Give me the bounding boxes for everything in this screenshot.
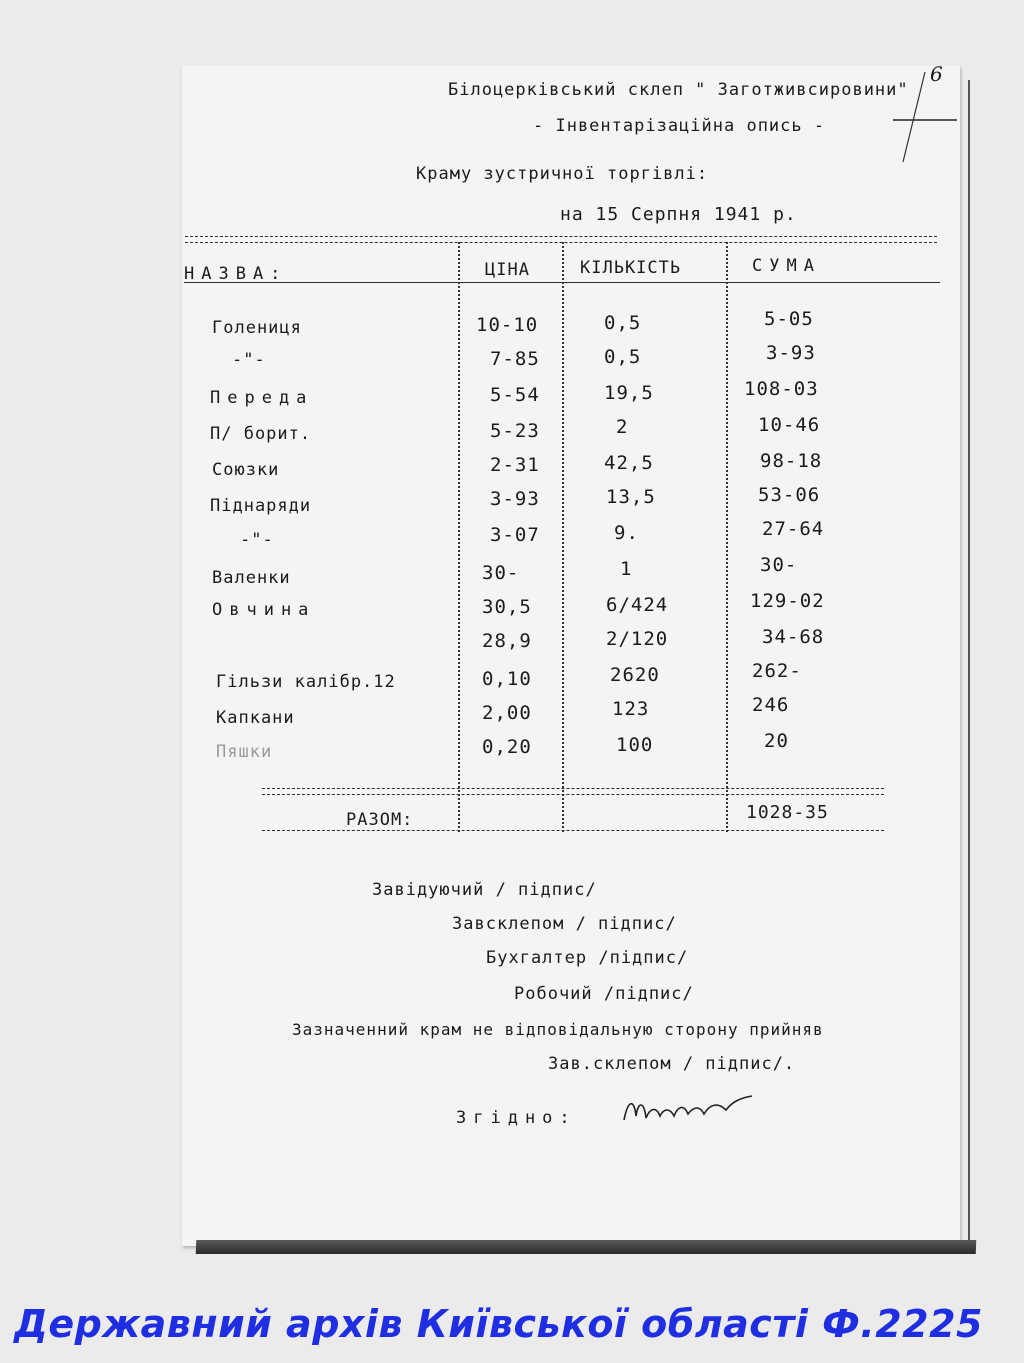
total-rule-bottom bbox=[262, 830, 884, 831]
item-price: 5-54 bbox=[490, 384, 540, 406]
item-name: Гільзи калібр.12 bbox=[216, 672, 396, 692]
doc-subtitle: Краму зустричної торгівлі: bbox=[416, 164, 709, 184]
item-qty: 13,5 bbox=[606, 486, 656, 508]
item-qty: 0,5 bbox=[604, 346, 642, 368]
item-qty: 9. bbox=[614, 522, 639, 544]
signature-line-accountant: Бухгалтер /підпис/ bbox=[486, 948, 689, 968]
item-sum: 34-68 bbox=[762, 626, 825, 648]
column-header-qty: КІЛЬКІСТЬ bbox=[580, 258, 682, 278]
total-label: РАЗОМ: bbox=[346, 810, 414, 830]
item-sum: 129-02 bbox=[750, 590, 825, 612]
item-name: П/ борит. bbox=[210, 424, 312, 444]
item-qty: 123 bbox=[612, 698, 650, 720]
total-value: 1028-35 bbox=[746, 802, 829, 823]
page-edge bbox=[968, 80, 970, 1250]
signature-line-store-head-2: Зав.склепом / підпис/. bbox=[548, 1054, 796, 1074]
acceptance-note: Зазначенний крам не відповідальную сторону прийняв bbox=[292, 1020, 824, 1039]
doc-date: на 15 Серпня 1941 р. bbox=[560, 204, 797, 225]
item-qty: 2620 bbox=[610, 664, 660, 686]
item-sum: 53-06 bbox=[758, 484, 821, 506]
total-rule-top bbox=[262, 788, 884, 789]
item-sum: 20 bbox=[764, 730, 789, 752]
total-rule-top-2 bbox=[262, 794, 884, 795]
item-price: 0,20 bbox=[482, 736, 532, 758]
org-title: Білоцерківський склеп " Заготживсировини" bbox=[448, 80, 909, 100]
item-name: Переда bbox=[210, 388, 314, 408]
item-qty: 19,5 bbox=[604, 382, 654, 404]
table-top-rule bbox=[185, 236, 937, 237]
item-qty: 1 bbox=[620, 558, 633, 580]
item-qty: 100 bbox=[616, 734, 654, 756]
archive-caption: Державний архів Київської області Ф.2225 bbox=[14, 1302, 983, 1346]
column-header-sum: СУМА bbox=[752, 256, 821, 276]
item-sum: 262- bbox=[752, 660, 802, 682]
item-sum: 30- bbox=[760, 554, 798, 576]
item-sum: 27-64 bbox=[762, 518, 825, 540]
item-sum: 3-93 bbox=[766, 342, 816, 364]
item-price: 2-31 bbox=[490, 454, 540, 476]
table-top-rule-2 bbox=[185, 242, 937, 243]
item-name: Пяшки bbox=[216, 742, 273, 762]
item-price: 30- bbox=[482, 562, 520, 584]
item-price: 0,10 bbox=[482, 668, 532, 690]
column-divider bbox=[562, 242, 564, 832]
item-name: Союзки bbox=[212, 460, 280, 480]
item-price: 3-07 bbox=[490, 524, 540, 546]
item-sum: 10-46 bbox=[758, 414, 821, 436]
column-header-price: ЦІНА bbox=[485, 260, 530, 280]
page-shadow bbox=[196, 1240, 976, 1254]
column-divider bbox=[458, 242, 460, 832]
signature-line-manager: Завідуючий / підпис/ bbox=[372, 880, 597, 900]
item-name: -"- bbox=[232, 350, 266, 370]
column-divider bbox=[726, 242, 728, 832]
item-sum: 108-03 bbox=[744, 378, 819, 400]
item-qty: 42,5 bbox=[604, 452, 654, 474]
handwritten-signature bbox=[618, 1090, 758, 1130]
doc-title: - Інвентарізаційна опись - bbox=[533, 116, 826, 136]
item-qty: 6/424 bbox=[606, 594, 669, 616]
agreed-label: Згідно: bbox=[456, 1108, 577, 1128]
item-sum: 246 bbox=[752, 694, 790, 716]
item-price: 5-23 bbox=[490, 420, 540, 442]
item-qty: 2 bbox=[616, 416, 629, 438]
page-number-annotation bbox=[885, 62, 965, 172]
item-price: 7-85 bbox=[490, 348, 540, 370]
item-price: 30,5 bbox=[482, 596, 532, 618]
item-name: Валенки bbox=[212, 568, 291, 588]
item-name: Овчина bbox=[212, 600, 316, 620]
item-qty: 2/120 bbox=[606, 628, 669, 650]
item-sum: 98-18 bbox=[760, 450, 823, 472]
item-price: 2,00 bbox=[482, 702, 532, 724]
item-price: 3-93 bbox=[490, 488, 540, 510]
item-sum: 5-05 bbox=[764, 308, 814, 330]
corner-number: 6 bbox=[930, 62, 944, 86]
signature-line-store-head: Завсклепом / підпис/ bbox=[452, 914, 677, 934]
item-price: 10-10 bbox=[476, 314, 539, 336]
item-qty: 0,5 bbox=[604, 312, 642, 334]
item-name: Голениця bbox=[212, 318, 302, 338]
item-name: -"- bbox=[240, 530, 274, 550]
column-header-name: НАЗВА: bbox=[184, 264, 288, 284]
signature-line-worker: Робочий /підпис/ bbox=[514, 984, 694, 1004]
item-price: 28,9 bbox=[482, 630, 532, 652]
item-name: Піднаряди bbox=[210, 496, 312, 516]
item-name: Капкани bbox=[216, 708, 295, 728]
